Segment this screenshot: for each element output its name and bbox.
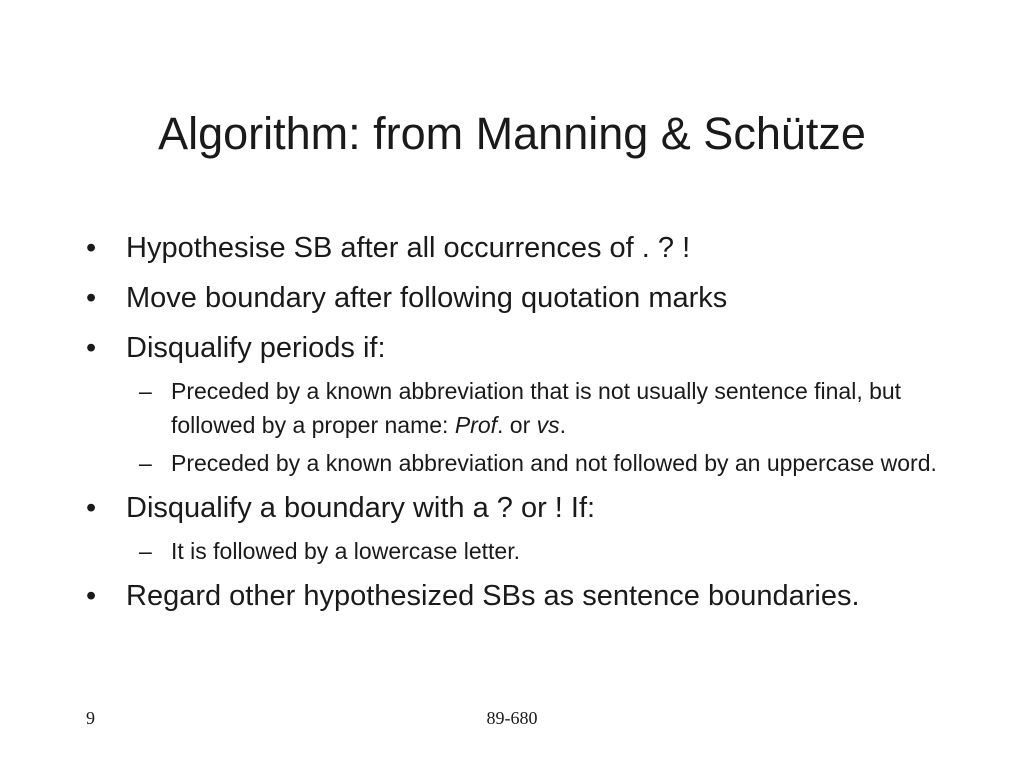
- course-code: 89-680: [486, 708, 538, 728]
- sub-bullet-text-part: . or: [497, 412, 537, 438]
- bullet-marker: •: [86, 580, 97, 612]
- sub-bullet-item: [86, 534, 966, 568]
- bullet-text: Disqualify a boundary with a ? or ! If:: [126, 492, 596, 524]
- slide-body: [86, 228, 966, 626]
- bullet-item: [86, 328, 966, 369]
- sub-bullet-item: [86, 374, 966, 442]
- bullet-item: [86, 228, 966, 269]
- sub-bullet-text-emphasis: Prof: [454, 412, 498, 438]
- sub-bullet-marker: –: [139, 538, 152, 564]
- sub-bullet-marker: –: [139, 450, 152, 476]
- slide-number: 9: [86, 708, 95, 728]
- sub-bullet-marker: –: [139, 378, 152, 404]
- bullet-text: Hypothesise SB after all occurrences of . ? !: [126, 232, 691, 264]
- bullet-marker: •: [86, 492, 97, 524]
- bullet-marker: •: [86, 282, 97, 314]
- bullet-text: Regard other hypothesized SBs as sentence boundaries.: [126, 580, 860, 612]
- bullet-marker: •: [86, 232, 97, 264]
- bullet-item: [86, 278, 966, 319]
- bullet-text: Move boundary after following quotation marks: [126, 282, 728, 314]
- sub-bullet-text: It is followed by a lowercase letter.: [171, 538, 520, 564]
- slide-title: Algorithm: from Manning & Schütze: [158, 108, 866, 159]
- bullet-text: Disqualify periods if:: [126, 332, 386, 364]
- bullet-item: [86, 488, 966, 529]
- sub-bullet-text-part: Preceded by a known abbreviation that is not usually sentence final, but followed by a proper name:: [171, 378, 902, 438]
- sub-bullet-item: [86, 446, 966, 480]
- sub-bullet-text: [171, 378, 901, 438]
- bullet-marker: •: [86, 332, 97, 364]
- sub-bullet-text: Preceded by a known abbreviation and not followed by an uppercase word.: [171, 450, 937, 476]
- sub-bullet-text-part: .: [559, 412, 567, 438]
- sub-bullet-text-emphasis: vs: [536, 412, 560, 438]
- bullet-item: [86, 576, 966, 617]
